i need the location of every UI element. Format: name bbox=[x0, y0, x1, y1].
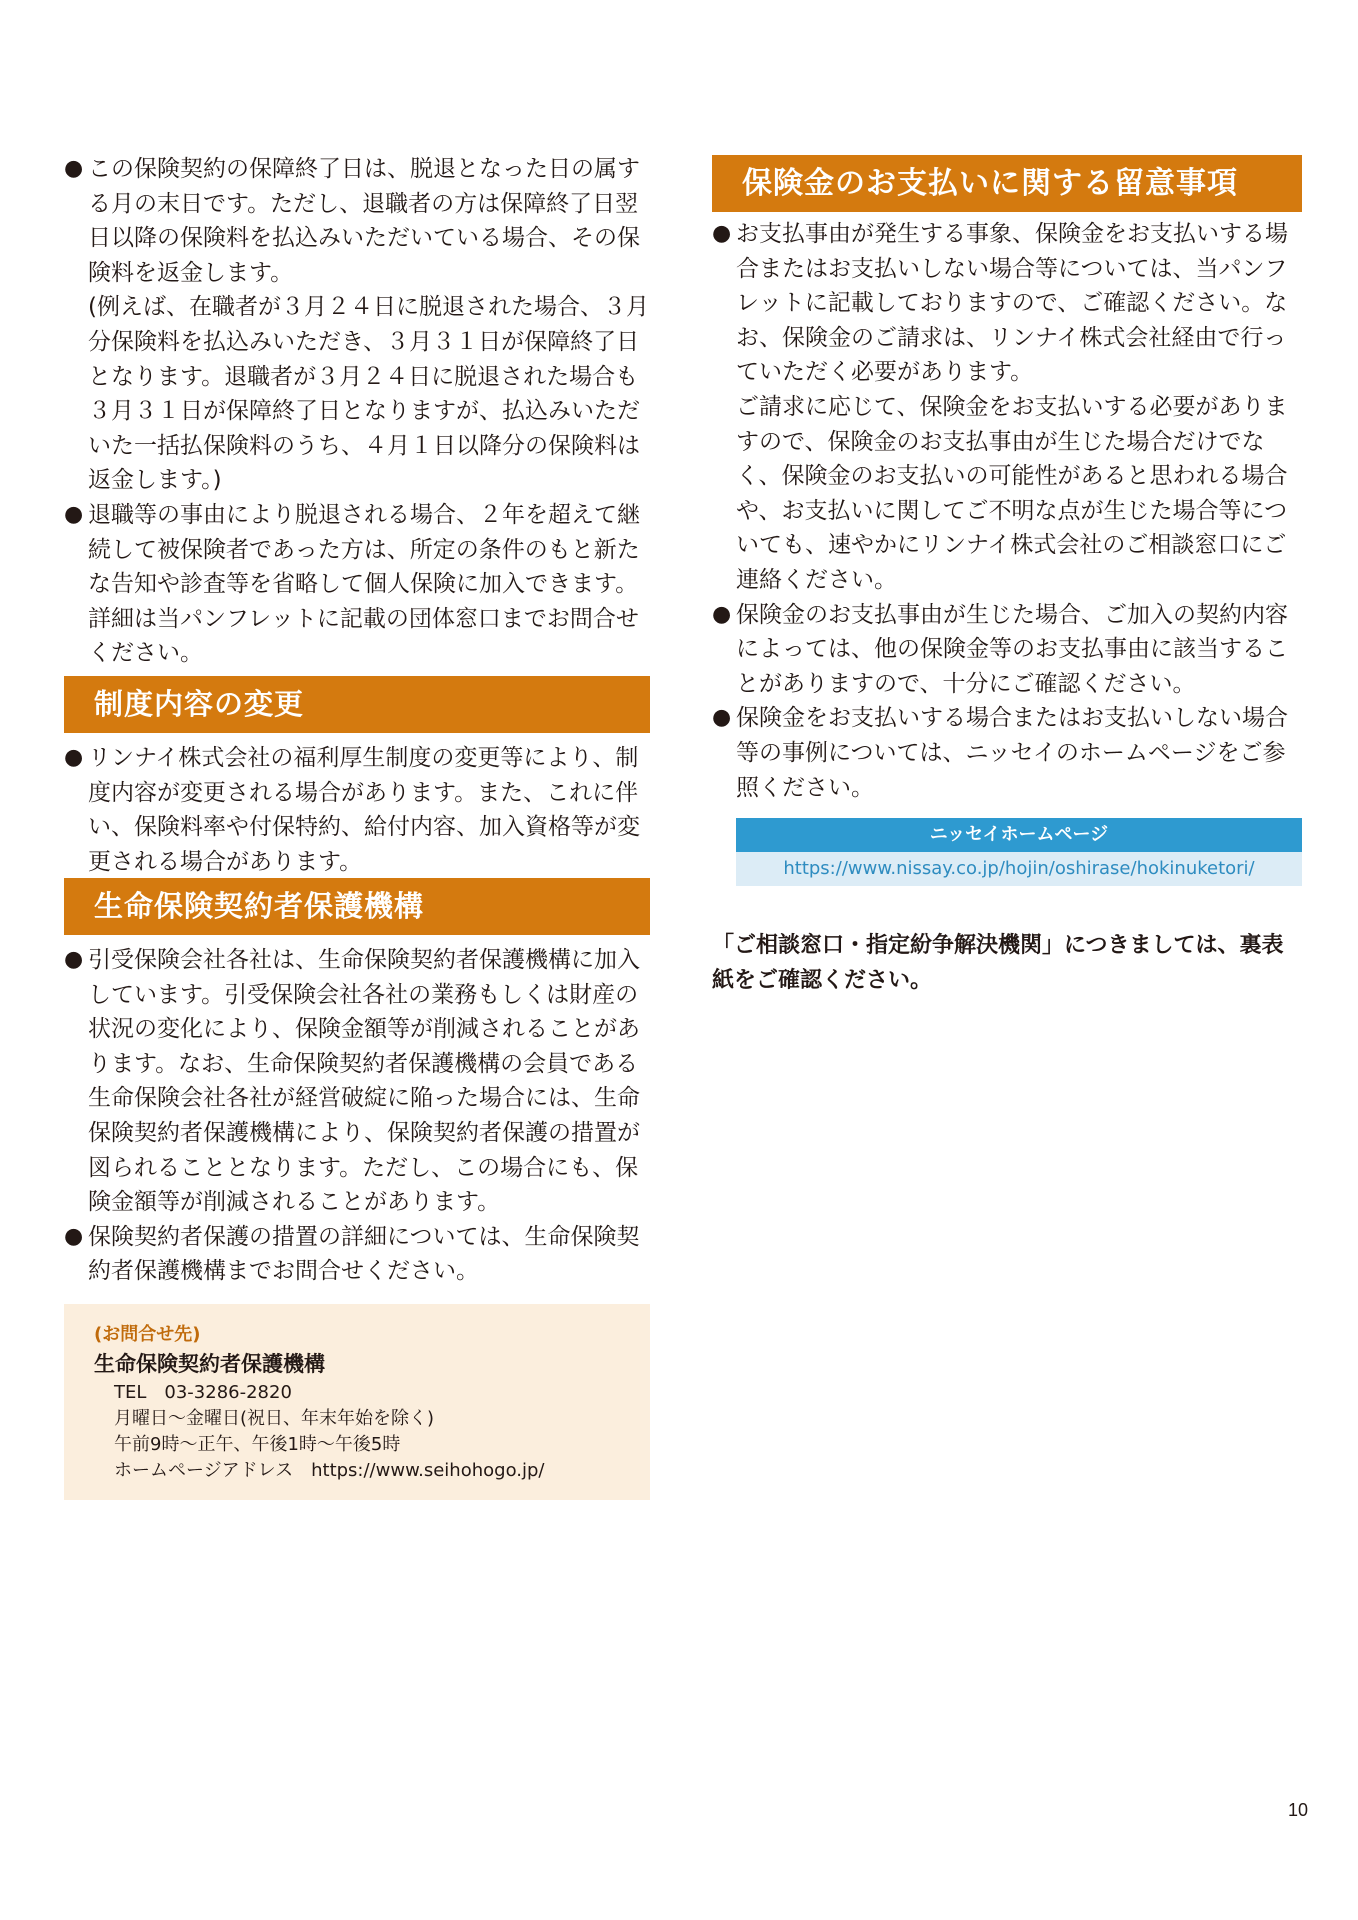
nissay-url-link[interactable]: https://www.nissay.co.jp/hojin/oshirase/hokinuketori/ bbox=[736, 852, 1302, 886]
bullet-payment-2 bbox=[712, 598, 1302, 702]
bullet-dot: ● bbox=[712, 705, 732, 731]
section-heading-payment: 保険金のお支払いに関する留意事項 bbox=[712, 155, 1302, 212]
bullet-text: 保険契約者保護の措置の詳細については、生命保険契約者保護機構までお問合せください。 bbox=[88, 1223, 640, 1285]
contact-label: (お問合せ先) bbox=[94, 1324, 201, 1345]
section-protection-org bbox=[64, 878, 650, 1289]
bullet-text: 退職等の事由により脱退される場合、２年を超えて継続して被保険者であった方は、所定の条件のもと新たな告知や診査等を省略して個人保険に加入できます。詳細は当パンフレットに記載の団体窓口までお問合せください。 bbox=[88, 501, 640, 667]
bullet-payment-1 bbox=[712, 217, 1302, 390]
bullet-dot: ● bbox=[64, 947, 84, 972]
contact-tel: TEL 03-3286-2820 bbox=[114, 1382, 292, 1403]
bullet-payment-3 bbox=[712, 701, 1302, 805]
section-payment-notes bbox=[712, 217, 1302, 805]
contact-org: 生命保険契約者保護機構 bbox=[94, 1352, 325, 1376]
bullet-dot: ● bbox=[712, 221, 732, 246]
bullet-dot: ● bbox=[64, 1223, 84, 1249]
link-title: ニッセイホームページ bbox=[736, 818, 1302, 852]
page-number: 10 bbox=[1288, 1800, 1309, 1820]
bullet-dot: ● bbox=[64, 156, 84, 181]
bullet-text: 保険金をお支払いする場合またはお支払いしない場合等の事例については、ニッセイのホームページをご参照ください。 bbox=[736, 705, 1288, 801]
section-coverage-end bbox=[64, 152, 650, 671]
bullet-text: リンナイ株式会社の福利厚生制度の変更等により、制度内容が変更される場合があります。また、これに伴い、保険料率や付保特約、給付内容、加入資格等が変更される場合があります。 bbox=[88, 745, 640, 875]
contact-website: ホームページアドレス https://www.seihohogo.jp/ bbox=[114, 1460, 545, 1481]
section-system-change bbox=[64, 676, 650, 879]
payment-continuation: ご請求に応じて、保険金をお支払いする必要がありますので、保険金のお支払事由が生じた場合だけでなく、保険金のお支払いの可能性があると思われる場合や、お支払いに関してご不明な点が生じた場合等についても、速やかにリンナイ株式会社のご相談窓口にご連絡ください。 bbox=[736, 393, 1288, 593]
bullet-text: この保険契約の保障終了日は、脱退となった日の属する月の末日です。ただし、退職者の方は保障終了日翌日以降の保険料を払込みいただいている場合、その保険料を返金します。 bbox=[88, 156, 640, 286]
bullet-dot: ● bbox=[712, 601, 732, 627]
contact-hours-days: 月曜日～金曜日(祝日、年末年始を除く) bbox=[114, 1408, 435, 1429]
contact-box bbox=[64, 1304, 650, 1500]
section-heading: 制度内容の変更 bbox=[64, 676, 650, 733]
bullet-withdrawal bbox=[64, 498, 650, 671]
bullet-dot: ● bbox=[64, 501, 84, 527]
back-cover-note: 「ご相談窓口・指定紛争解決機関」につきましては、裏表紙をご確認ください。 bbox=[712, 933, 1284, 993]
bullet-system-change bbox=[64, 741, 650, 879]
bullet-dot: ● bbox=[64, 745, 84, 770]
example-text: (例えば、在職者が３月２４日に脱退された場合、３月分保険料を払込みいただき、３月３１日が保障終了日となります。退職者が３月２４日に脱退された場合も３月３１日が保障終了日となりますが、払込みいただいた一括払保険料のうち、４月１日以降分の保険料は返金します。) bbox=[88, 294, 649, 494]
bullet-protection-1 bbox=[64, 943, 650, 1220]
contact-hours-time: 午前9時～正午、午後1時～午後5時 bbox=[114, 1434, 401, 1455]
nissay-link-box bbox=[736, 818, 1302, 886]
section-heading: 生命保険契約者保護機構 bbox=[64, 878, 650, 935]
bullet-protection-2 bbox=[64, 1220, 650, 1289]
bullet-coverage-end bbox=[64, 152, 650, 290]
bullet-text: 引受保険会社各社は、生命保険契約者保護機構に加入しています。引受保険会社各社の業務もしくは財産の状況の変化により、保険金額等が削減されることがあります。なお、生命保険契約者保護機構の会員である生命保険会社各社が経営破綻に陥った場合には、生命保険契約者保護機構により、保険契約者保護の措置が図られることとなります。ただし、この場合にも、保険金額等が削減されることがあります。 bbox=[88, 947, 640, 1216]
bullet-text: お支払事由が発生する事象、保険金をお支払いする場合またはお支払いしない場合等については、当パンフレットに記載しておりますので、ご確認ください。なお、保険金のご請求は、リンナイ株式会社経由で行っていただく必要があります。 bbox=[736, 221, 1288, 386]
bullet-text: 保険金のお支払事由が生じた場合、ご加入の契約内容によっては、他の保険金等のお支払事由に該当することがありますので、十分にご確認ください。 bbox=[736, 601, 1288, 697]
